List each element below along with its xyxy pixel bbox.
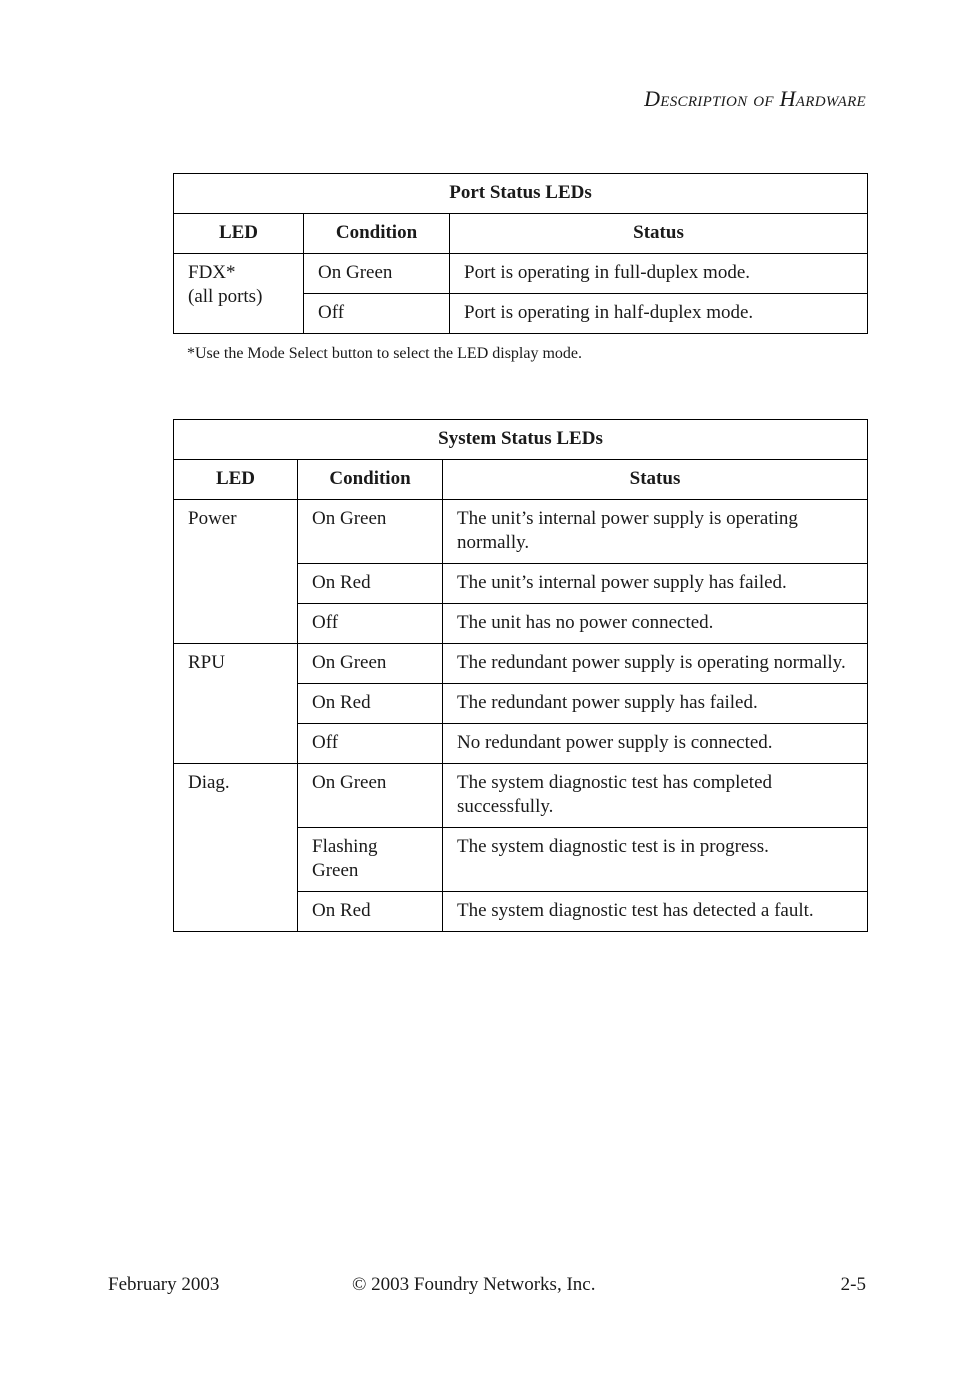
table-row	[174, 254, 868, 294]
status-cell: The system diagnostic test is in progress.	[443, 828, 868, 892]
condition-cell: On Green	[298, 644, 443, 684]
table-row	[174, 644, 868, 684]
led-cell: Power	[174, 500, 298, 644]
status-cell: Port is operating in full-duplex mode.	[450, 254, 868, 294]
status-cell: The system diagnostic test has detected a fault.	[443, 892, 868, 932]
status-cell: The system diagnostic test has completed successfully.	[443, 764, 868, 828]
table-header-row	[174, 214, 868, 254]
condition-cell: On Green	[298, 764, 443, 828]
condition-cell: On Red	[298, 684, 443, 724]
table-caption-row	[174, 420, 868, 460]
led-name: FDX*	[188, 262, 236, 283]
status-cell: The unit’s internal power supply is operating normally.	[443, 500, 868, 564]
status-cell: The unit’s internal power supply has failed.	[443, 564, 868, 604]
status-cell: The unit has no power connected.	[443, 604, 868, 644]
table-caption: Port Status LEDs	[174, 174, 868, 214]
condition-cell: On Green	[304, 254, 450, 294]
port-status-table	[173, 173, 868, 334]
status-cell: The redundant power supply has failed.	[443, 684, 868, 724]
status-cell: No redundant power supply is connected.	[443, 724, 868, 764]
condition-cell: On Red	[298, 564, 443, 604]
status-cell: Port is operating in half-duplex mode.	[450, 294, 868, 334]
condition-cell: Off	[298, 604, 443, 644]
column-header: Condition	[304, 214, 450, 254]
condition-cell: Off	[298, 724, 443, 764]
table-caption: System Status LEDs	[174, 420, 868, 460]
table-header-row	[174, 460, 868, 500]
status-cell: The redundant power supply is operating normally.	[443, 644, 868, 684]
column-header: Status	[443, 460, 868, 500]
page-header	[644, 86, 866, 112]
led-cell: Diag.	[174, 764, 298, 932]
table-row	[174, 764, 868, 828]
table-row	[174, 500, 868, 564]
footer-copyright: © 2003 Foundry Networks, Inc.	[352, 1274, 596, 1295]
condition-cell: On Green	[298, 500, 443, 564]
led-subtitle: (all ports)	[188, 286, 263, 307]
condition-cell: Off	[304, 294, 450, 334]
column-header: Condition	[298, 460, 443, 500]
column-header: LED	[174, 460, 298, 500]
page-number: 2-5	[840, 1274, 866, 1295]
table-caption-row	[174, 174, 868, 214]
header-title: Description of Hardware	[644, 86, 866, 111]
footnote: *Use the Mode Select button to select the LED display mode.	[187, 345, 583, 362]
footer-date: February 2003	[108, 1274, 220, 1295]
condition-cell: On Red	[298, 892, 443, 932]
system-status-table	[173, 419, 868, 932]
column-header: LED	[174, 214, 304, 254]
led-cell	[174, 254, 304, 334]
led-cell: RPU	[174, 644, 298, 764]
column-header: Status	[450, 214, 868, 254]
condition-cell: Flashing Green	[298, 828, 443, 892]
